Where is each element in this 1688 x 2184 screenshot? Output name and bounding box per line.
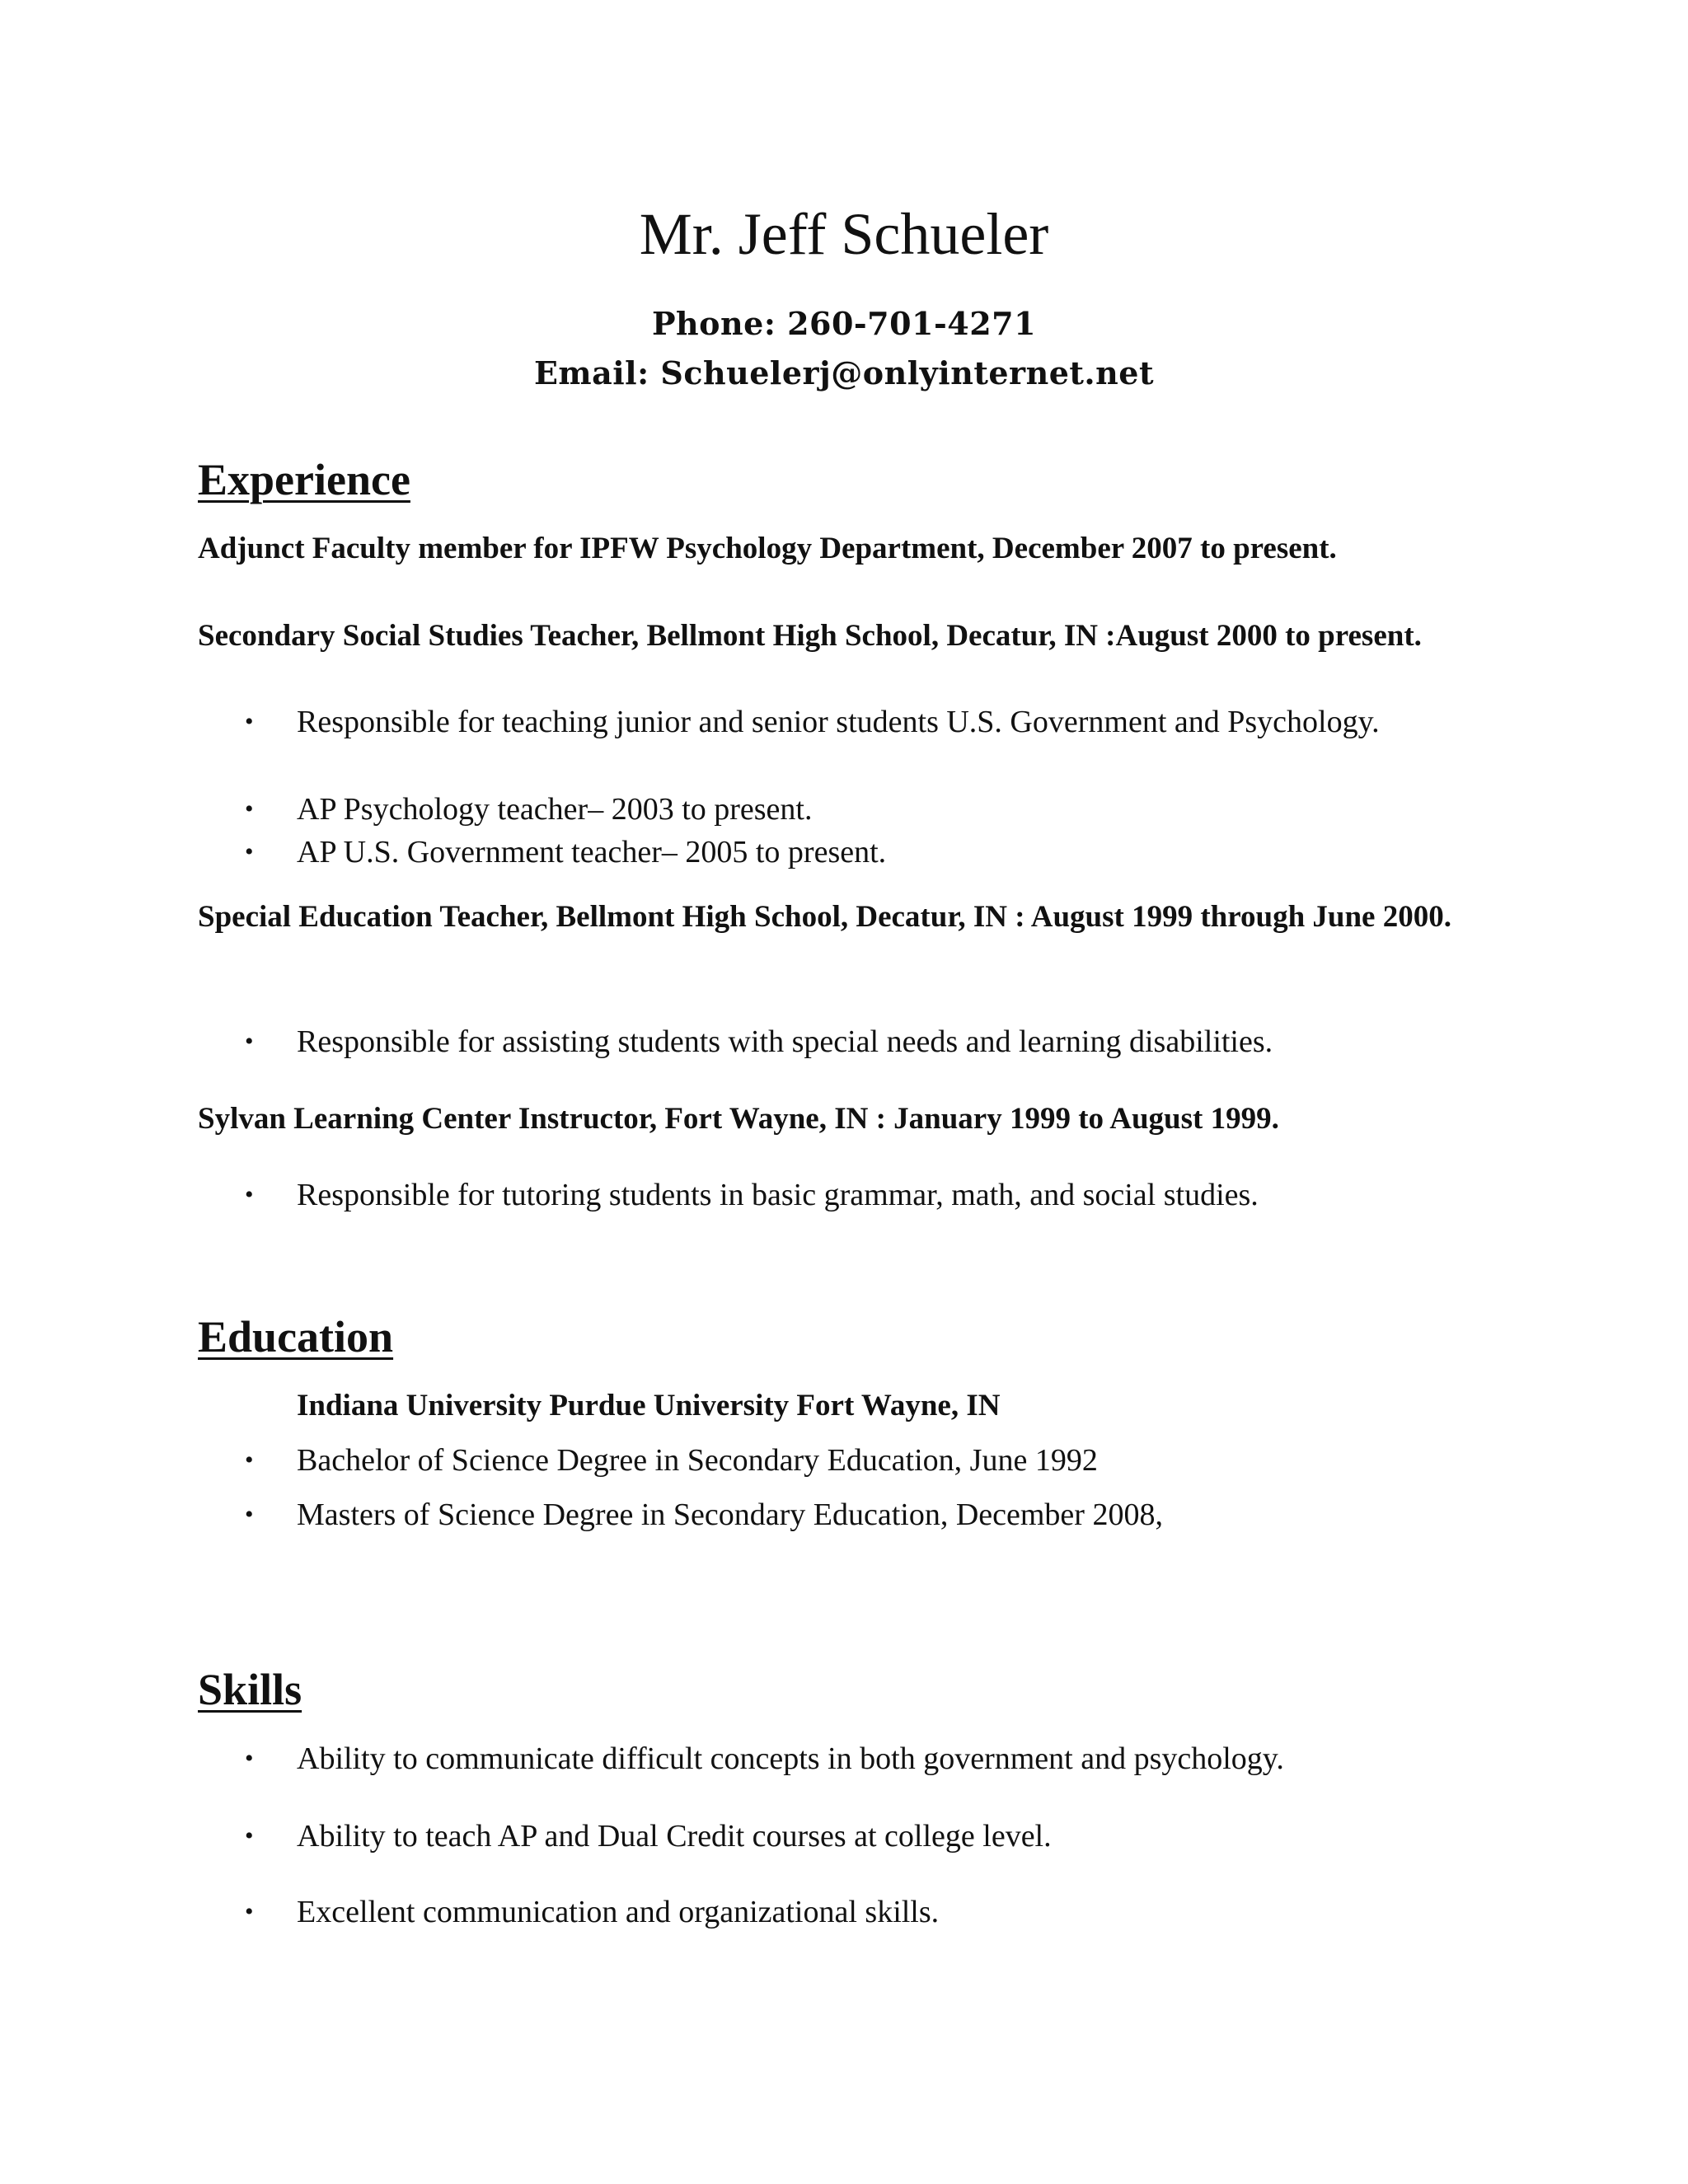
school-name: Indiana University Purdue University Fort Wayne, IN — [297, 1389, 1001, 1422]
list-item — [247, 1174, 1484, 1216]
bullet-icon: • — [245, 1898, 254, 1925]
bullet-icon: • — [245, 1446, 254, 1474]
bullet-icon: • — [245, 1822, 254, 1849]
bullet-text: Responsible for teaching junior and senior students U.S. Government and Psychology. — [297, 705, 1380, 739]
bullet-text: Excellent communication and organizational skills. — [297, 1895, 940, 1929]
resume-name: Mr. Jeff Schueler — [639, 201, 1049, 267]
job-title-sylvan: Sylvan Learning Center Instructor, Fort Wayne, IN : January 1999 to August 1999. — [198, 1102, 1279, 1136]
job-title-bellmont-social-studies: Secondary Social Studies Teacher, Bellmont High School, Decatur, IN :August 2000 to present. — [198, 619, 1422, 653]
list-item — [247, 788, 1484, 831]
email-line: Email: Schuelerj@onlyinternet.net — [533, 354, 1155, 391]
list-item — [247, 1020, 1484, 1063]
list-item — [247, 701, 1484, 743]
bullet-icon: • — [245, 1501, 254, 1528]
bullet-icon: • — [245, 795, 254, 823]
bullet-icon: • — [245, 708, 254, 735]
skills-heading: Skills — [198, 1665, 302, 1714]
list-item — [247, 1737, 1484, 1780]
phone-line: Phone: 260-701-4271 — [651, 305, 1037, 342]
bullet-icon: • — [245, 1181, 254, 1208]
list-item — [247, 1815, 1484, 1858]
bullet-icon: • — [245, 1745, 254, 1772]
list-item — [247, 1439, 1484, 1482]
bullet-text: Masters of Science Degree in Secondary Education, December 2008, — [297, 1497, 1163, 1532]
bullet-text: Responsible for tutoring students in basic grammar, math, and social studies. — [297, 1178, 1259, 1212]
list-item — [247, 831, 1484, 874]
bullet-icon: • — [245, 1028, 254, 1055]
list-item — [247, 1493, 1484, 1536]
bullet-text: Bachelor of Science Degree in Secondary Education, June 1992 — [297, 1443, 1098, 1478]
bullet-text: Ability to teach AP and Dual Credit courses at college level. — [297, 1819, 1052, 1854]
job-title-ipfw: Adjunct Faculty member for IPFW Psychology Department, December 2007 to present. — [198, 532, 1337, 565]
bullet-text: AP U.S. Government teacher– 2005 to present. — [297, 835, 887, 869]
bullet-icon: • — [245, 838, 254, 865]
list-item — [247, 1891, 1484, 1933]
education-heading: Education — [198, 1312, 394, 1361]
bullet-text: AP Psychology teacher– 2003 to present. — [297, 792, 813, 827]
bullet-text: Responsible for assisting students with special needs and learning disabilities. — [297, 1024, 1273, 1059]
bullet-text: Ability to communicate difficult concepts in both government and psychology. — [297, 1741, 1284, 1776]
experience-heading: Experience — [198, 455, 410, 504]
job-title-bellmont-special-ed: Special Education Teacher, Bellmont High School, Decatur, IN : August 1999 through June 2000. — [198, 900, 1451, 934]
